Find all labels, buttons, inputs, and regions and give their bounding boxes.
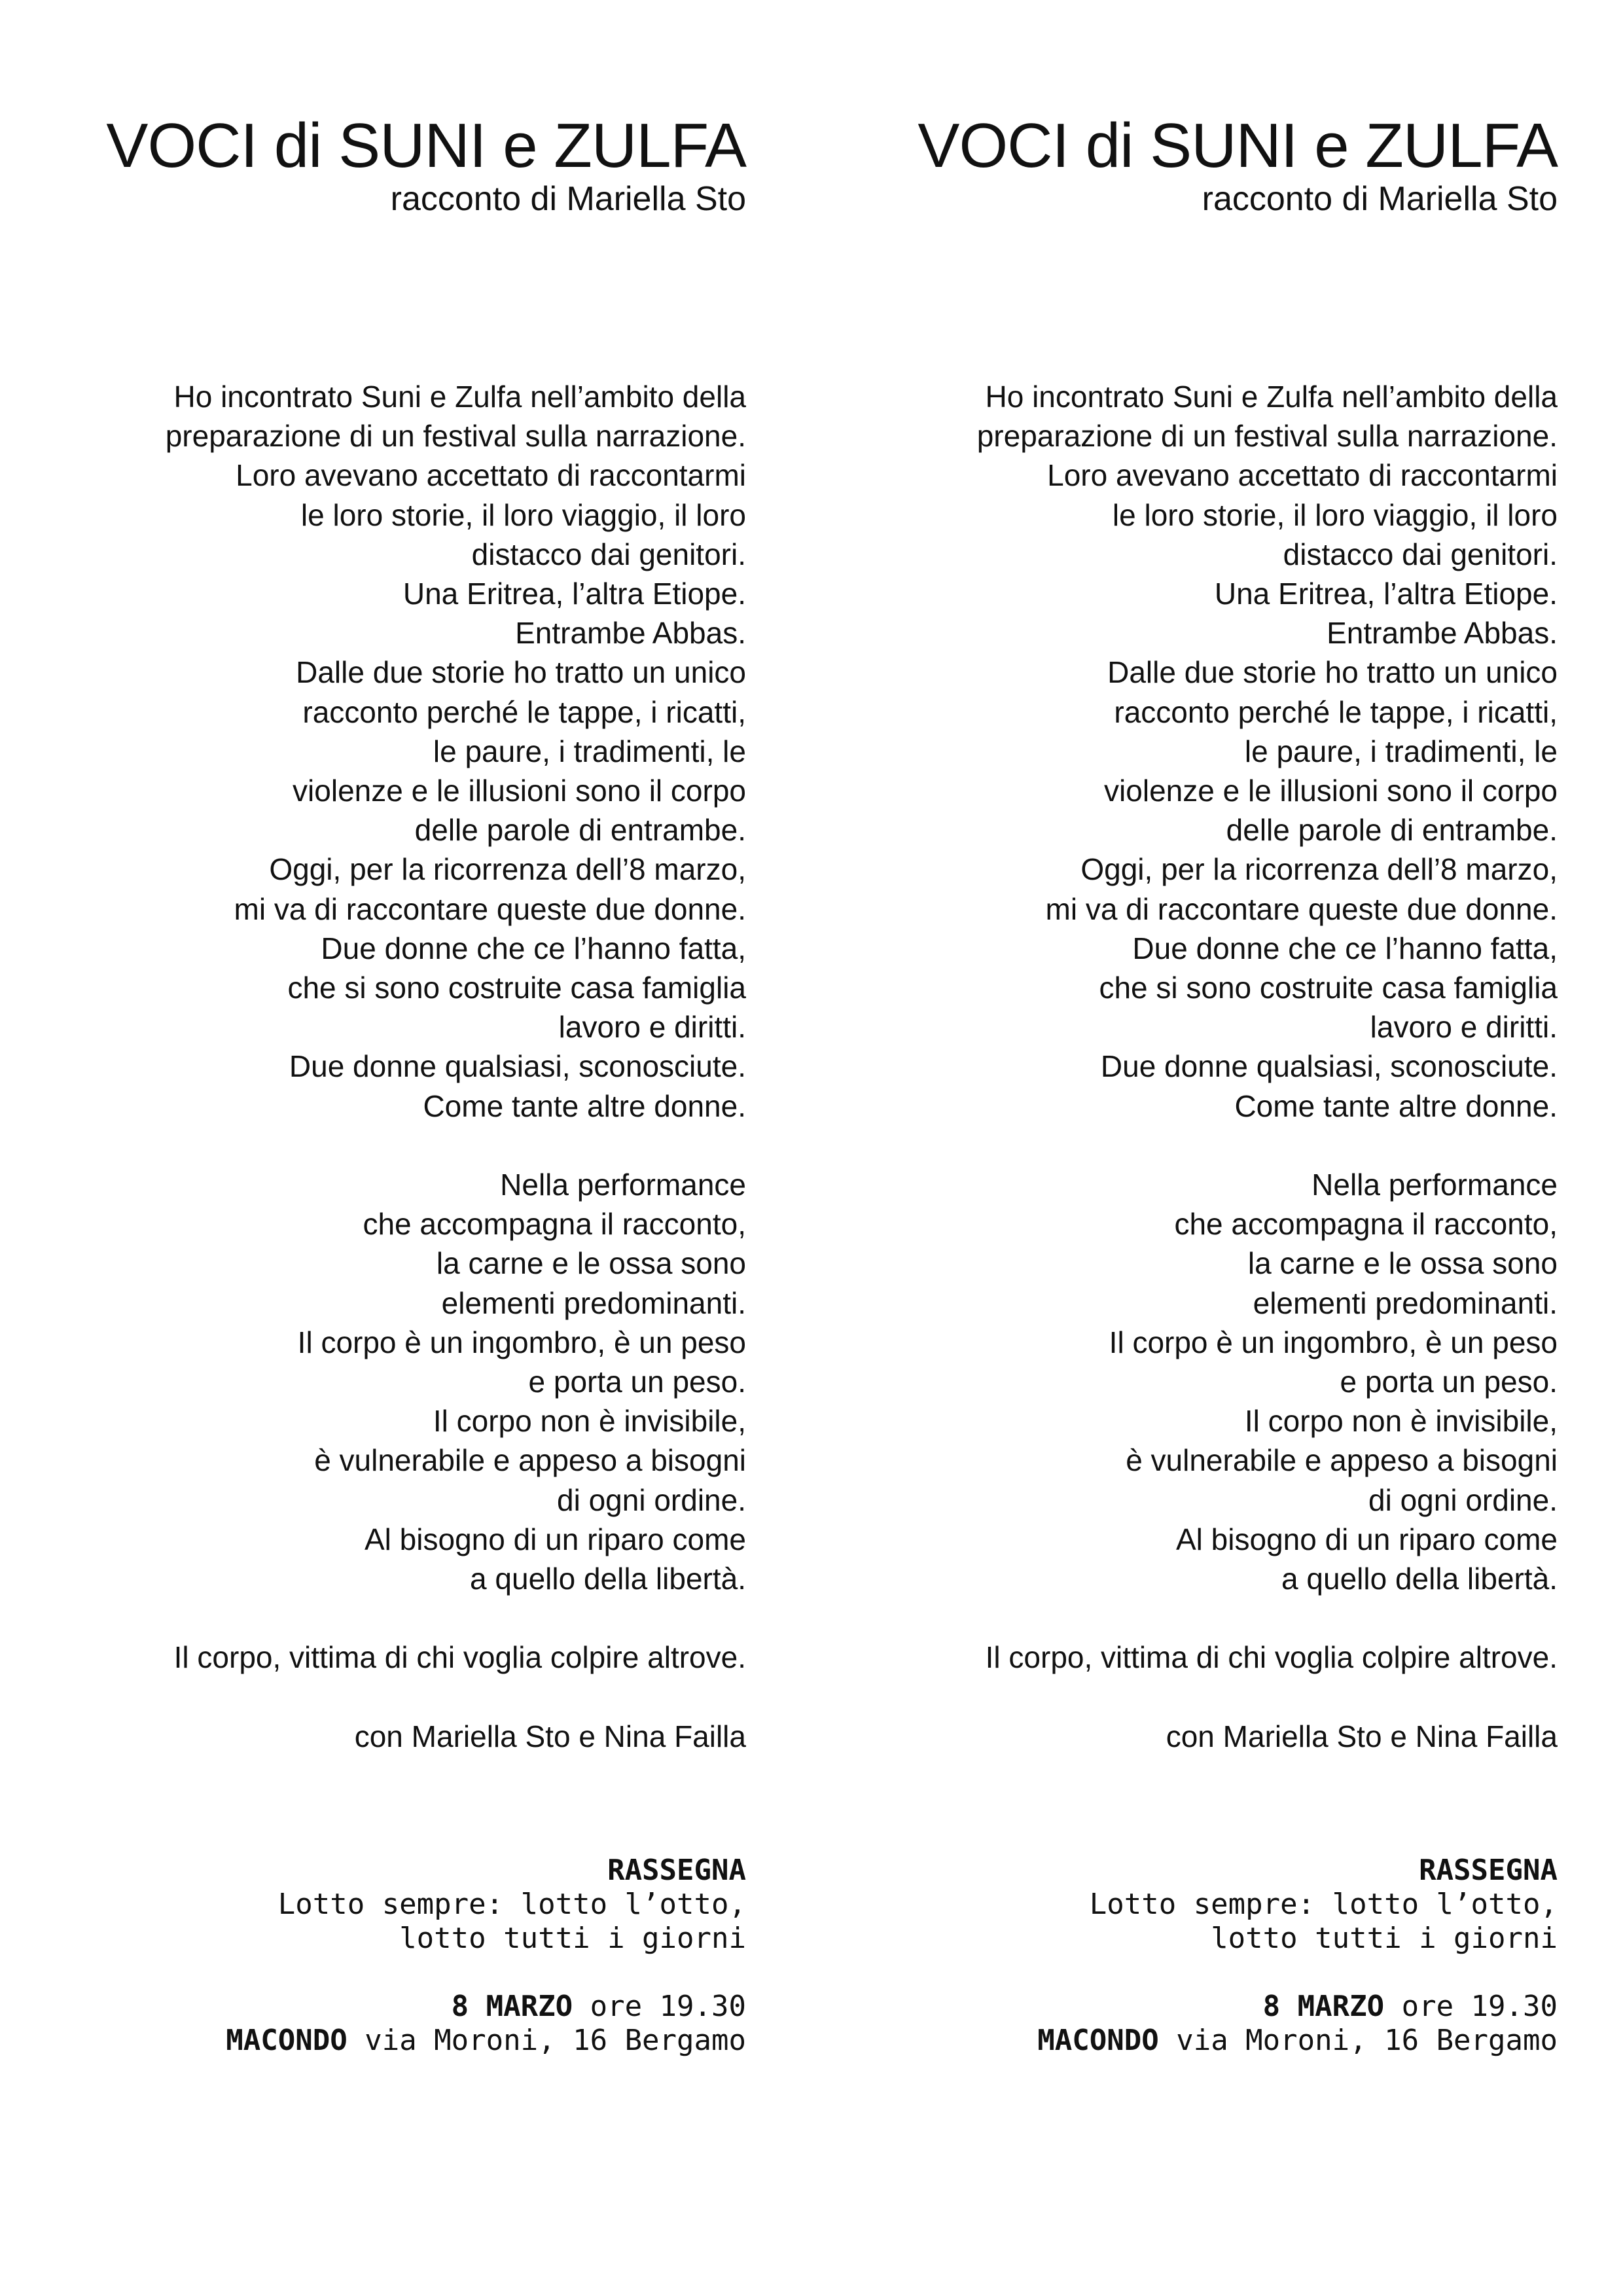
text-line: Nella performance	[1311, 1168, 1558, 1202]
credits-line: con Mariella Sto e Nina Failla	[1166, 1719, 1558, 1753]
text-line: che si sono costruite casa famiglia	[1099, 971, 1558, 1005]
text-line: Dalle due storie ho tratto un unico	[296, 655, 746, 690]
story-text	[851, 377, 1558, 1756]
event-time: ore 19.30	[573, 1990, 746, 2023]
text-line: violenze e le illusioni sono il corpo	[1104, 774, 1558, 808]
event-address: via Moroni, 16 Bergamo	[1158, 2024, 1558, 2057]
page-subtitle: racconto di Mariella Sto	[390, 180, 746, 218]
rassegna-label: RASSEGNA	[607, 1854, 746, 1887]
text-line: le paure, i tradimenti, le	[1244, 734, 1558, 768]
rassegna-label: RASSEGNA	[1419, 1854, 1558, 1887]
text-line: di ogni ordine.	[557, 1482, 746, 1517]
paragraph-gap	[39, 1126, 746, 1165]
rassegna-title: lotto tutti i giorni	[399, 1922, 746, 1955]
text-line: a quello della libertà.	[470, 1562, 746, 1596]
flyer-right	[851, 0, 1558, 2296]
text-line: Il corpo non è invisibile,	[1244, 1404, 1558, 1439]
event-datetime	[39, 1990, 746, 2024]
text-line: elementi predominanti.	[1253, 1285, 1558, 1320]
text-line: di ogni ordine.	[1368, 1482, 1558, 1517]
event-venue: MACONDO	[226, 2024, 348, 2057]
text-line: Come tante altre donne.	[1234, 1088, 1558, 1123]
text-line: elementi predominanti.	[441, 1285, 746, 1320]
text-line: distacco dai genitori.	[1283, 537, 1558, 571]
text-line: è vulnerabile e appeso a bisogni	[314, 1443, 746, 1478]
paragraph-gap	[39, 1677, 746, 1717]
text-line: Oggi, per la ricorrenza dell’8 marzo,	[1080, 852, 1558, 887]
text-line: Due donne che ce l’hanno fatta,	[1132, 931, 1558, 965]
text-line: Ho incontrato Suni e Zulfa nell’ambito della	[985, 380, 1558, 414]
event-location	[39, 2024, 746, 2058]
text-line: mi va di raccontare queste due donne.	[234, 891, 746, 926]
text-line: preparazione di un festival sulla narrazione.	[165, 419, 746, 454]
text-line: la carne e le ossa sono	[436, 1246, 746, 1281]
event-location	[851, 2024, 1558, 2058]
text-line: Il corpo non è invisibile,	[433, 1404, 746, 1439]
paragraph-gap	[851, 1126, 1558, 1165]
text-line: e porta un peso.	[528, 1365, 746, 1399]
text-line: che accompagna il racconto,	[1174, 1207, 1558, 1242]
text-line: le loro storie, il loro viaggio, il loro	[300, 497, 746, 532]
text-line: le paure, i tradimenti, le	[433, 734, 746, 768]
event-address: via Moroni, 16 Bergamo	[347, 2024, 746, 2057]
text-line: distacco dai genitori.	[471, 537, 746, 571]
event-gap	[851, 1956, 1558, 1990]
credits-line: con Mariella Sto e Nina Failla	[354, 1719, 746, 1753]
text-line: delle parole di entrambe.	[1226, 813, 1558, 848]
event-time: ore 19.30	[1384, 1990, 1558, 2023]
text-line: Il corpo è un ingombro, è un peso	[297, 1325, 746, 1359]
event-datetime	[851, 1990, 1558, 2024]
text-line: delle parole di entrambe.	[414, 813, 746, 848]
text-line: Il corpo è un ingombro, è un peso	[1109, 1325, 1558, 1359]
text-line: Due donne qualsiasi, sconosciute.	[1100, 1049, 1558, 1084]
paragraph-gap	[851, 1677, 1558, 1717]
text-line: Come tante altre donne.	[423, 1088, 746, 1123]
text-line: Entrambe Abbas.	[515, 616, 746, 651]
event-date: 8 MARZO	[451, 1990, 573, 2023]
text-line: Dalle due storie ho tratto un unico	[1107, 655, 1558, 690]
text-line: Al bisogno di un riparo come	[1176, 1522, 1558, 1556]
event-gap	[39, 1956, 746, 1990]
text-line: racconto perché le tappe, i ricatti,	[1114, 694, 1558, 729]
event-date: 8 MARZO	[1262, 1990, 1385, 2023]
text-line: a quello della libertà.	[1281, 1562, 1558, 1596]
event-info	[39, 1854, 746, 2058]
text-line: che si sono costruite casa famiglia	[287, 971, 746, 1005]
paragraph-gap	[39, 1598, 746, 1638]
text-line: le loro storie, il loro viaggio, il loro	[1112, 497, 1558, 532]
text-line: Ho incontrato Suni e Zulfa nell’ambito della	[173, 380, 746, 414]
text-line: che accompagna il racconto,	[363, 1207, 746, 1242]
event-venue: MACONDO	[1037, 2024, 1159, 2057]
text-line: Due donne che ce l’hanno fatta,	[321, 931, 746, 965]
flyer-left	[39, 0, 746, 2296]
text-line: violenze e le illusioni sono il corpo	[293, 774, 746, 808]
event-info	[851, 1854, 1558, 2058]
paragraph-gap	[851, 1598, 1558, 1638]
text-line: Entrambe Abbas.	[1327, 616, 1558, 651]
text-line: lavoro e diritti.	[558, 1010, 746, 1045]
text-line: Il corpo, vittima di chi voglia colpire altrove.	[985, 1640, 1558, 1675]
text-line: Al bisogno di un riparo come	[365, 1522, 746, 1556]
rassegna-title: Lotto sempre: lotto l’otto,	[1089, 1888, 1558, 1921]
text-line: Due donne qualsiasi, sconosciute.	[289, 1049, 746, 1084]
text-line: mi va di raccontare queste due donne.	[1045, 891, 1558, 926]
text-line: Loro avevano accettato di raccontarmi	[236, 458, 746, 493]
text-line: lavoro e diritti.	[1370, 1010, 1558, 1045]
text-line: Oggi, per la ricorrenza dell’8 marzo,	[269, 852, 746, 887]
text-line: Loro avevano accettato di raccontarmi	[1047, 458, 1558, 493]
text-line: Una Eritrea, l’altra Etiope.	[1214, 577, 1558, 611]
text-line: è vulnerabile e appeso a bisogni	[1126, 1443, 1558, 1478]
text-line: racconto perché le tappe, i ricatti,	[302, 694, 746, 729]
text-line: Il corpo, vittima di chi voglia colpire altrove.	[173, 1640, 746, 1675]
text-line: la carne e le ossa sono	[1247, 1246, 1558, 1281]
rassegna-title: Lotto sempre: lotto l’otto,	[277, 1888, 746, 1921]
text-line: preparazione di un festival sulla narrazione.	[976, 419, 1558, 454]
story-text	[39, 377, 746, 1756]
rassegna-title: lotto tutti i giorni	[1211, 1922, 1558, 1955]
page-subtitle: racconto di Mariella Sto	[1202, 180, 1558, 218]
page-title: VOCI di SUNI e ZULFA	[106, 111, 746, 181]
text-line: Nella performance	[500, 1168, 746, 1202]
text-line: Una Eritrea, l’altra Etiope.	[402, 577, 746, 611]
page-title: VOCI di SUNI e ZULFA	[918, 111, 1558, 181]
text-line: e porta un peso.	[1340, 1365, 1558, 1399]
